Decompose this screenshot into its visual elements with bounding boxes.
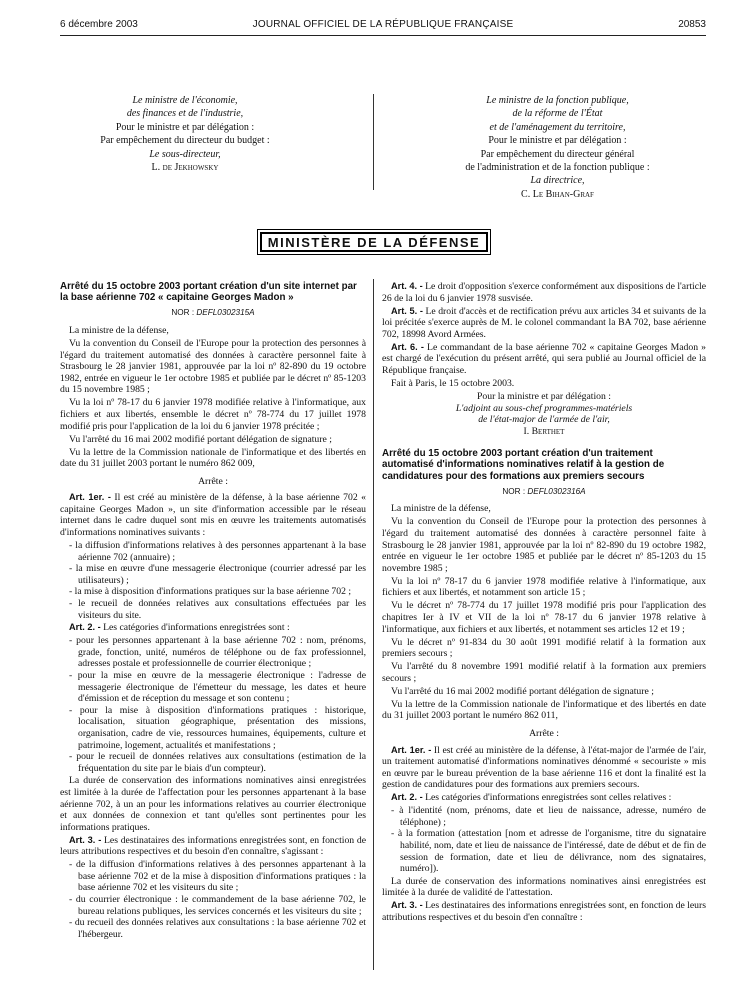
list-item: - à la formation (attestation [nom et adresse de l'organisme, titre du signataire habilité, nom, date et lieu de naissance de l'intéressé, date de début et de fin de session de formation, date et lieu de délivrance, nom des signataires, numéro]). [391,828,706,875]
list-item: - la mise à disposition d'informations pratiques sur la base aérienne 702 ; [69,586,352,598]
visa: Vu l'arrêté du 16 mai 2002 modifié portant délégation de signature ; [391,685,654,697]
nor-label: NOR : [502,486,526,496]
sig-line: Par empêchement du directeur du budget : [100,135,270,147]
sig-line: et de l'aménagement du territoire, [489,121,626,133]
running-header [60,19,706,33]
article [382,745,706,791]
sig-line: de l'état-major de l'armée de l'air, [478,414,610,426]
list-item: - à l'identité (nom, prénoms, date et lieu de naissance, adresse, numéro de téléphone) ; [391,805,706,828]
article-text: Il est créé au ministère de la défense, à la base aérienne 702 « capitaine Georges Madon », un site d'information accessible par le réseau internet dans le cadre duquel sont mis en œuvre les traitements automatisés d'informations nominatives suivants : [60,492,367,539]
article-text: Les destinataires des informations enregistrées sont, en fonction de leurs attributions respectives et du besoin d'en connaître : [382,900,707,923]
header-date: 6 décembre 2003 [60,19,138,30]
visa: Vu la convention du Conseil de l'Europe pour la protection des personnes à l'égard du traitement automatisé des données à caractère personnel faite à Strasbourg le 28 janvier 1981, approuvée par la loi nº 82-890 du 19 octobre 1982, entrée en vigueur le 1er octobre 1985 et publiée par le décret nº 85-1203 du 15 novembre 1985 ; [60,337,366,396]
paragraph: La durée de conservation des informations nominatives ainsi enregistrées est limitée à la durée de l'affectation pour les personnes appartenant à la base aérienne 702, à un an pour les informations relatives au courrier électronique et aux données de connexion et tant qu'elles sont pertinentes pour les informations pratiques. [60,775,366,833]
article [382,281,706,304]
article-label: Art. 5. - [391,305,423,316]
sig-line: Le sous-directeur, [149,148,221,160]
sig-name: C. Le Bihan-Graf [521,188,594,200]
nor-code: DEFL0302315A [196,308,255,318]
column-separator [373,279,374,970]
article-label: Art. 3. - [391,900,423,911]
list-item: - pour les personnes appartenant à la base aérienne 702 : nom, prénoms, grade, fonction, unité, numéros de téléphone ou de fax professionnel, adresses postale et professionnelle de courrier électronique ; [69,635,366,670]
list-item: - la diffusion d'informations relatives à des personnes appartenant à la base aérienne 702 (annuaire) ; [69,540,366,563]
list-item: - pour le recueil de données relatives aux consultations (estimation de la fréquentation du site par le biais d'un compteur). [69,751,366,774]
nor-reference [60,307,366,319]
article [382,306,706,341]
spacer [382,437,706,448]
column-separator [373,94,374,190]
article-label: Art. 1er. - [391,744,432,755]
list-item: - la mise en œuvre d'une messagerie électronique (courrier adressé par les utilisateurs) ; [69,563,366,586]
article-text: Il est créé au ministère de la défense, à l'état-major de l'armée de l'air, un traitement automatisé d'informations nominatives dénommé « secouriste » mis en œuvre par le bureau prévention de la base aérienne 116 et dont la finalité est la gestion de candidatures pour des formations aux premiers secours. [382,744,706,791]
sig-line: Pour la ministre et par délégation : [477,390,611,402]
article-text: Le droit d'accès et de rectification prévu aux articles 34 et suivants de la loi précitée s'exerce auprès de M. le colonel commandant la BA 702, base aérienne 702, 18998 Avord Armées. [382,305,707,340]
list-item: - de la diffusion d'informations relatives à des personnes appartenant à la base aérienne 702 et de la mise à disposition d'informations pratiques : la base aérienne 702 et les visiteurs du site ; [69,859,366,894]
article-label: Art. 2. - [69,622,101,633]
visa: Vu la loi nº 78-17 du 6 janvier 1978 modifiée relative à l'informatique, aux fichiers et aux libertés, ensemble le décret nº 78-774 du 17 juillet 1978 modifié pris pour l'application de la loi du 6 janvier 1978 précitée ; [60,397,366,432]
nor-label: NOR : [171,308,195,318]
left-column [60,281,366,941]
visa: Vu la lettre de la Commission nationale de l'informatique et des libertés en date du 31 juillet 2003 portant le numéro 862 011, [382,698,706,722]
article [382,900,706,923]
article-label: Art. 1er. - [69,492,111,503]
nor-reference [382,486,706,498]
ministry-heading: MINISTÈRE DE LA DÉFENSE [260,232,488,252]
article-text: Les catégories d'informations enregistrées sont celles relatives : [425,792,672,804]
arrete-heading: Arrête : [198,475,228,487]
right-column [382,281,706,925]
visa: Vu le décret nº 78-774 du 17 juillet 1978 modifié pris pour l'application des chapitres Ier à IV et VII de la loi nº 78-17 du 6 janvier 1978 relative à l'informatique, aux fichiers et aux libertés, et notamment ses articles 12 et 19 ; [382,600,706,635]
article-list [60,635,366,774]
article [382,342,706,377]
article-text: Le commandant de la base aérienne 702 « capitaine Georges Madon » est chargé de l'exécution du présent arrêté, qui sera publié au Journal officiel de la République française. [382,341,707,376]
sig-line: Le ministre de l'économie, [132,95,238,106]
article-text: Les destinataires des informations enregistrées sont, en fonction de leurs attributions respectives et du besoin d'en connaître, s'agissant : [60,834,367,858]
header-page-number: 20853 [678,19,706,30]
sig-line: Pour le ministre et par délégation : [115,121,255,133]
article [60,835,366,858]
sig-line: La directrice, [530,175,585,187]
sig-line: des finances et de l'industrie, [126,108,244,120]
decree-title: Arrêté du 15 octobre 2003 portant création d'un traitement automatisé d'informations nominatives relatif à la gestion de candidatures pour des formations aux premiers secours [382,448,665,482]
article-list [382,805,706,875]
visa: Vu le décret nº 91-834 du 30 août 1991 modifié relatif à la formation aux premiers secours ; [382,636,706,660]
article-list [60,540,366,621]
sig-line: Pour le ministre et par délégation : [488,135,627,147]
paragraph: La durée de conservation des informations nominatives ainsi enregistrées est limitée à la durée de validité de l'attestation. [382,875,706,899]
ministry-heading-box [257,229,491,255]
article-text: Le droit d'opposition s'exerce conformément aux dispositions de l'article 26 de la loi du 6 janvier 1978 susvisée. [382,281,706,304]
visa: La ministre de la défense, [69,325,169,336]
signature-block-right [400,94,715,201]
header-journal-title: JOURNAL OFFICIEL DE LA RÉPUBLIQUE FRANÇAISE [252,19,514,30]
article [60,492,366,538]
sig-line: Par empêchement du directeur général [480,148,635,160]
arrete-heading: Arrête : [529,727,559,739]
list-item: - le recueil de données relatives aux consultations effectuées par les visiteurs du site. [69,598,366,621]
header-rule [60,35,706,36]
article-label: Art. 4. - [391,281,423,291]
list-item: - du courrier électronique : le commandement de la base aérienne 702, le bureau relations publiques, les services concernés et les visiteurs du site ; [69,894,366,917]
list-item: - du recueil des données relatives aux consultations : la base aérienne 702 et l'hébergeur. [69,917,366,940]
nor-code: DEFL0302316A [527,486,586,496]
list-item: - pour la mise en œuvre de la messagerie électronique : l'adresse de messagerie électronique de l'émetteur du message, les dates et heure d'émission et de réception du message et son contenu ; [69,669,366,705]
article-text: Les catégories d'informations enregistrées sont : [103,622,290,634]
sig-line: L'adjoint au sous-chef programmes-matériels [455,402,633,414]
visa: Vu la lettre de la Commission nationale de l'informatique et des libertés en date du 31 juillet 2003 portant le numéro 862 009, [60,446,366,470]
article-label: Art. 2. - [391,792,423,803]
sig-name: L. de Jekhowsky [151,162,219,174]
signature-block-left [60,94,310,174]
article [382,792,706,804]
article-label: Art. 3. - [69,834,102,845]
visa: Vu l'arrêté du 8 novembre 1991 modifié relatif à la formation aux premiers secours ; [382,661,706,684]
done-at: Fait à Paris, le 15 octobre 2003. [391,377,515,389]
visa: Vu l'arrêté du 16 mai 2002 modifié portant délégation de signature ; [69,433,332,445]
decree-title: Arrêté du 15 octobre 2003 portant création d'un site internet par la base aérienne 702 « capitaine Georges Madon » [60,281,357,304]
sig-line: Le ministre de la fonction publique, [486,95,629,106]
visa: La ministre de la défense, [391,503,491,515]
article-label: Art. 6. - [391,341,424,352]
list-item: - pour la mise à disposition d'informations pratiques : historique, localisation, situation géographique, présentation des missions, organisation, cadre de vie, ressources humaines, équipements, culture et patrimoine, logement, actualités et manifestations ; [69,704,366,751]
visa: Vu la convention du Conseil de l'Europe pour la protection des personnes à l'égard du traitement automatisé des données à caractère personnel faite à Strasbourg le 28 janvier 1981, approuvée par la loi nº 82-890 du 19 octobre 1982, entrée en vigueur le 1er octobre 1985 et publiée par le décret nº 85-1203 du 15 novembre 1985 ; [382,516,706,574]
sig-name: I. Berthet [523,425,565,437]
visa: Vu la loi nº 78-17 du 6 janvier 1978 modifiée relative à l'informatique, aux fichiers et aux libertés, et notamment son article 15 ; [382,575,706,599]
article [60,622,366,634]
sig-line: de l'administration et de la fonction publique : [465,162,650,174]
article-list [60,859,366,940]
sig-line: de la réforme de l'État [512,108,603,120]
